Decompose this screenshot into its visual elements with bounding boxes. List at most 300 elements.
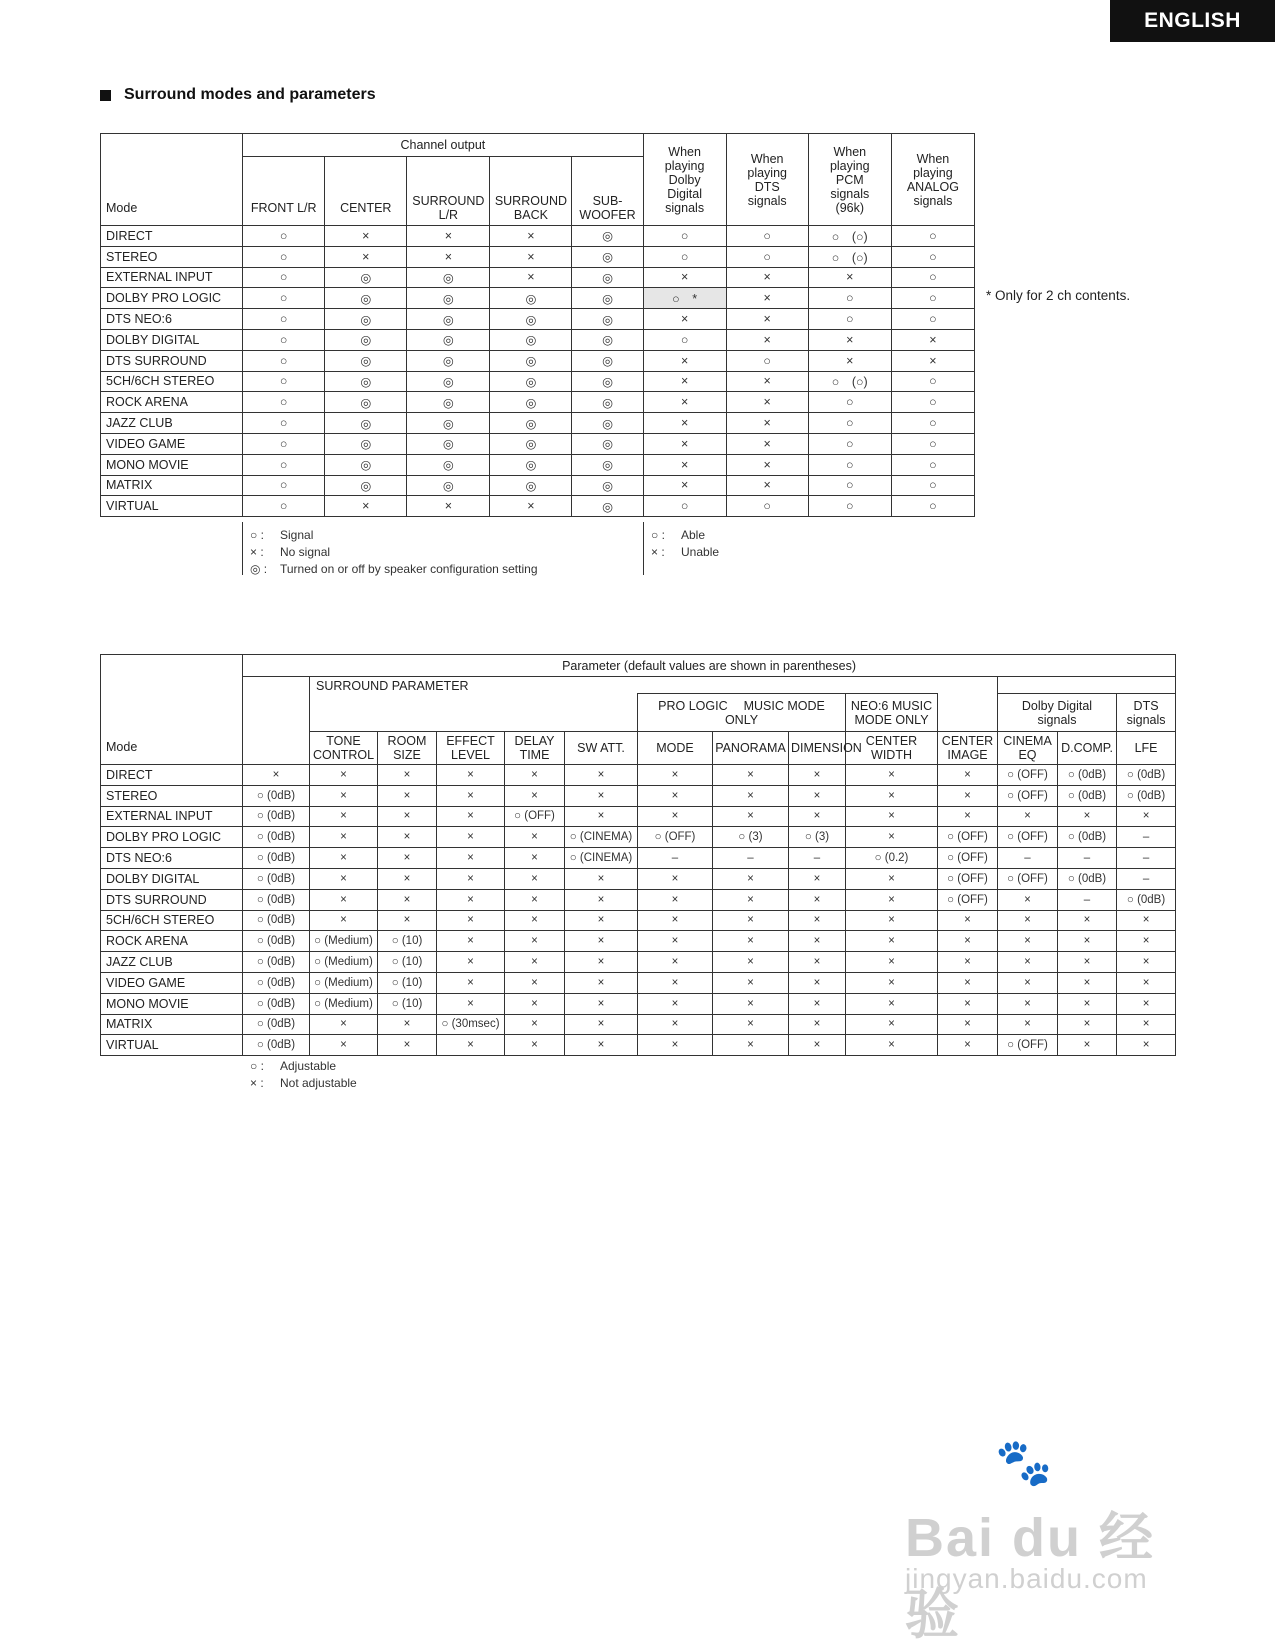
- table-row: [101, 413, 975, 434]
- dolby-digital-signals-header: Dolby Digital signals: [998, 694, 1117, 732]
- param-col-header: CENTER WIDTH: [846, 732, 938, 765]
- value-cell: ○ (OFF): [998, 765, 1058, 786]
- mode-cell: DTS SURROUND: [101, 889, 243, 910]
- value-cell: ×: [565, 889, 638, 910]
- value-cell: ○ (0dB): [243, 806, 310, 827]
- table-row: [101, 848, 1176, 869]
- legend-text: Signal: [280, 528, 314, 542]
- table-row: [101, 496, 975, 517]
- pro-logic-music-header: PRO LOGIC MUSIC MODE ONLY: [638, 694, 846, 732]
- param-col-header: LFE: [1117, 732, 1176, 765]
- value-cell: ◎: [572, 267, 643, 288]
- value-cell: ×: [846, 785, 938, 806]
- value-cell: ◎: [407, 267, 490, 288]
- value-cell: ×: [638, 910, 713, 931]
- value-cell: ×: [638, 765, 713, 786]
- legend-text: Not adjustable: [280, 1076, 357, 1090]
- value-cell: ○: [891, 475, 974, 496]
- mode-cell: MATRIX: [101, 475, 243, 496]
- value-cell: ◎: [325, 392, 407, 413]
- value-cell: ×: [998, 1014, 1058, 1035]
- value-cell: ×: [437, 868, 505, 889]
- value-cell: ○: [243, 433, 325, 454]
- watermark-url: jingyan.baidu.com: [905, 1563, 1148, 1594]
- value-cell: ○ (Medium): [310, 993, 378, 1014]
- value-cell: ×: [437, 889, 505, 910]
- mode-cell: EXTERNAL INPUT: [101, 267, 243, 288]
- value-cell: ×: [789, 952, 846, 973]
- value-cell: ○ (30msec): [437, 1014, 505, 1035]
- value-cell: ×: [1117, 972, 1176, 993]
- value-cell: ×: [846, 889, 938, 910]
- mode-cell: VIRTUAL: [101, 1035, 243, 1056]
- value-cell: ○ (10): [378, 993, 437, 1014]
- value-cell: ×: [643, 350, 726, 371]
- value-cell: ○: [243, 475, 325, 496]
- bullet-square-icon: [100, 90, 111, 101]
- value-cell: ×: [407, 246, 490, 267]
- dts-col-header: When playing DTS signals: [726, 134, 808, 226]
- value-cell: ×: [310, 868, 378, 889]
- value-cell: ×: [789, 765, 846, 786]
- value-cell: ×: [789, 868, 846, 889]
- value-cell: ×: [891, 329, 974, 350]
- value-cell: ×: [437, 972, 505, 993]
- value-cell: ◎: [572, 350, 643, 371]
- table-row: [101, 806, 1176, 827]
- value-cell: –: [998, 848, 1058, 869]
- param-col-header: D.COMP.: [1058, 732, 1117, 765]
- param-col-header: DELAY TIME: [505, 732, 565, 765]
- value-cell: ×: [638, 1014, 713, 1035]
- value-cell: ×: [713, 1014, 789, 1035]
- param-col-header: CINEMA EQ: [998, 732, 1058, 765]
- param-col-header: EFFECT LEVEL: [437, 732, 505, 765]
- value-cell: ○: [243, 329, 325, 350]
- parameter-header: Parameter (default values are shown in parentheses): [243, 655, 1176, 677]
- value-cell: ×: [505, 827, 565, 848]
- center-col-header: CENTER: [325, 157, 407, 226]
- value-cell: ×: [998, 972, 1058, 993]
- mode-cell: ROCK ARENA: [101, 392, 243, 413]
- value-cell: ×: [505, 931, 565, 952]
- value-cell: ○: [891, 496, 974, 517]
- value-cell: ×: [726, 309, 808, 330]
- mode-cell: JAZZ CLUB: [101, 952, 243, 973]
- value-cell: ○: [891, 288, 974, 309]
- legend-item: [250, 561, 538, 578]
- mode-cell: DOLBY DIGITAL: [101, 868, 243, 889]
- table-row: [101, 993, 1176, 1014]
- value-cell: ×: [938, 952, 998, 973]
- value-cell: ○ (0dB): [1117, 889, 1176, 910]
- value-cell: ○ (OFF): [938, 827, 998, 848]
- value-cell: ○: [808, 433, 891, 454]
- value-cell: ×: [505, 848, 565, 869]
- value-cell: ×: [713, 952, 789, 973]
- value-cell: ×: [378, 1035, 437, 1056]
- mode-cell: MONO MOVIE: [101, 993, 243, 1014]
- value-cell: ×: [325, 246, 407, 267]
- table-row: [101, 350, 975, 371]
- value-cell: ○: [243, 246, 325, 267]
- value-cell: ×: [565, 972, 638, 993]
- value-cell: ◎: [572, 433, 643, 454]
- surround-parameter-header: SURROUND PARAMETER: [310, 677, 998, 694]
- value-cell: ○ (OFF): [938, 848, 998, 869]
- value-cell: ○: [243, 309, 325, 330]
- legend-adjustable: [250, 1058, 357, 1092]
- mode-cell: MONO MOVIE: [101, 454, 243, 475]
- value-cell: ×: [713, 931, 789, 952]
- value-cell: ○ (Medium): [310, 972, 378, 993]
- value-cell: ×: [378, 765, 437, 786]
- value-cell: ×: [638, 785, 713, 806]
- value-cell: ×: [938, 993, 998, 1014]
- value-cell: ○ (0dB): [1117, 785, 1176, 806]
- value-cell: ×: [378, 1014, 437, 1035]
- channel-output-header: Channel output: [243, 134, 643, 157]
- value-cell: ×: [565, 1014, 638, 1035]
- value-cell: ○ (0dB): [243, 1014, 310, 1035]
- mode-cell: DTS NEO:6: [101, 309, 243, 330]
- value-cell: ◎: [572, 475, 643, 496]
- value-cell: ×: [789, 889, 846, 910]
- value-cell: ×: [378, 889, 437, 910]
- value-cell: ○: [891, 433, 974, 454]
- value-cell: ×: [505, 785, 565, 806]
- pcm-col-header: When playing PCM signals (96k): [808, 134, 891, 226]
- value-cell: ×: [310, 806, 378, 827]
- mode-cell: STEREO: [101, 246, 243, 267]
- value-cell: ○ (OFF): [998, 868, 1058, 889]
- footnote-2ch: * Only for 2 ch contents.: [986, 288, 1131, 303]
- value-cell: ×: [643, 392, 726, 413]
- legend-item: [250, 1058, 357, 1075]
- value-cell: ×: [378, 848, 437, 869]
- value-cell: ○ (OFF): [938, 889, 998, 910]
- legend-item: [250, 1075, 357, 1092]
- legend-item: [651, 527, 719, 544]
- value-cell: ×: [713, 806, 789, 827]
- value-cell: ◎: [407, 329, 490, 350]
- value-cell: ×: [638, 889, 713, 910]
- value-cell: ◎: [325, 288, 407, 309]
- value-cell: ×: [938, 1014, 998, 1035]
- value-cell: ○ (OFF): [938, 868, 998, 889]
- value-cell: ×: [638, 806, 713, 827]
- legend-item: [250, 527, 538, 544]
- value-cell: ×: [437, 1035, 505, 1056]
- value-cell: ○ (0.2): [846, 848, 938, 869]
- value-cell: ×: [437, 910, 505, 931]
- value-cell: –: [713, 848, 789, 869]
- value-cell: ○ (○): [808, 246, 891, 267]
- value-cell: ×: [638, 993, 713, 1014]
- value-cell: ×: [638, 868, 713, 889]
- mode-cell: 5CH/6CH STEREO: [101, 371, 243, 392]
- value-cell: ○: [243, 350, 325, 371]
- value-cell: ×: [310, 910, 378, 931]
- value-cell: ×: [846, 972, 938, 993]
- value-cell: ◎: [407, 475, 490, 496]
- value-cell: ×: [726, 371, 808, 392]
- table-row: [101, 931, 1176, 952]
- value-cell: ×: [713, 972, 789, 993]
- value-cell: ×: [846, 952, 938, 973]
- value-cell: ◎: [572, 246, 643, 267]
- watermark-logo: [905, 1435, 1205, 1645]
- value-cell: ○ (OFF): [638, 827, 713, 848]
- value-cell: ○ (○): [808, 226, 891, 247]
- value-cell: ○ (OFF): [998, 785, 1058, 806]
- value-cell: ◎: [490, 433, 572, 454]
- value-cell: ◎: [325, 371, 407, 392]
- value-cell: ○: [243, 496, 325, 517]
- value-cell: ×: [726, 433, 808, 454]
- table-row: [101, 889, 1176, 910]
- value-cell: ×: [808, 267, 891, 288]
- value-cell: ×: [1058, 910, 1117, 931]
- value-cell: ◎: [572, 454, 643, 475]
- value-cell: ×: [1058, 806, 1117, 827]
- value-cell: ×: [565, 952, 638, 973]
- value-cell: ○ (3): [713, 827, 789, 848]
- value-cell: ×: [638, 931, 713, 952]
- value-cell: ×: [998, 910, 1058, 931]
- value-cell: ×: [378, 910, 437, 931]
- legend-text: Unable: [681, 545, 720, 559]
- value-cell: ○: [891, 371, 974, 392]
- param-col-header: DIMENSION: [789, 732, 846, 765]
- table-row: [101, 433, 975, 454]
- table-row: [101, 454, 975, 475]
- mode-cell: EXTERNAL INPUT: [101, 806, 243, 827]
- value-cell: ◎: [490, 309, 572, 330]
- value-cell: ○: [891, 454, 974, 475]
- legend-text: Turned on or off by speaker configuration setting: [280, 562, 538, 576]
- value-cell: ○: [243, 371, 325, 392]
- value-cell: ◎: [407, 413, 490, 434]
- value-cell: ×: [437, 952, 505, 973]
- value-cell: ◎: [572, 288, 643, 309]
- value-cell: ×: [938, 806, 998, 827]
- table-row: [101, 475, 975, 496]
- value-cell: –: [1117, 827, 1176, 848]
- value-cell: ×: [565, 993, 638, 1014]
- value-cell: ◎: [490, 371, 572, 392]
- value-cell: –: [789, 848, 846, 869]
- value-cell: ×: [789, 993, 846, 1014]
- value-cell: ×: [713, 868, 789, 889]
- legend-key: × :: [651, 545, 665, 559]
- value-cell: ◎: [407, 433, 490, 454]
- value-cell: ×: [437, 827, 505, 848]
- section-title: [100, 86, 376, 104]
- value-cell: ○: [643, 226, 726, 247]
- value-cell: ×: [505, 889, 565, 910]
- value-cell: ◎: [572, 496, 643, 517]
- value-cell: ○ (0dB): [1117, 765, 1176, 786]
- value-cell: ◎: [325, 413, 407, 434]
- mode-cell: ROCK ARENA: [101, 931, 243, 952]
- value-cell: –: [1117, 868, 1176, 889]
- value-cell: ×: [846, 765, 938, 786]
- value-cell: ×: [726, 329, 808, 350]
- value-cell: ○: [243, 288, 325, 309]
- table-row: [101, 371, 975, 392]
- value-cell: ×: [938, 910, 998, 931]
- value-cell: ×: [726, 267, 808, 288]
- value-cell: ×: [1117, 1014, 1176, 1035]
- value-cell: ○: [243, 392, 325, 413]
- value-cell: ×: [437, 765, 505, 786]
- table-row: [101, 972, 1176, 993]
- value-cell: ○ (0dB): [243, 993, 310, 1014]
- value-cell: ○: [808, 475, 891, 496]
- value-cell: ×: [726, 392, 808, 413]
- value-cell: ○ (0dB): [1058, 868, 1117, 889]
- dts-signals-header: DTS signals: [1117, 694, 1176, 732]
- value-cell: ○: [243, 267, 325, 288]
- value-cell: ×: [846, 806, 938, 827]
- value-cell: ○ (0dB): [243, 1035, 310, 1056]
- value-cell: ×: [243, 765, 310, 786]
- section-title-text: Surround modes and parameters: [124, 86, 376, 103]
- value-cell: ○: [726, 496, 808, 517]
- value-cell: ×: [490, 496, 572, 517]
- value-cell: ○ (CINEMA): [565, 827, 638, 848]
- value-cell: ×: [789, 806, 846, 827]
- value-cell: ○ (0dB): [1058, 765, 1117, 786]
- value-cell: –: [1117, 848, 1176, 869]
- value-cell: ×: [891, 350, 974, 371]
- legend-item: [651, 544, 719, 561]
- value-cell: ×: [310, 1035, 378, 1056]
- subwoofer-col-header: SUB- WOOFER: [572, 157, 643, 226]
- value-cell: ×: [437, 785, 505, 806]
- value-cell: ○: [891, 413, 974, 434]
- value-cell: ×: [713, 910, 789, 931]
- param-col-header: PANORAMA: [713, 732, 789, 765]
- value-cell: ○ (3): [789, 827, 846, 848]
- value-cell: ◎: [407, 371, 490, 392]
- value-cell: ◎: [407, 454, 490, 475]
- value-cell: ◎: [325, 329, 407, 350]
- mode-cell: VIDEO GAME: [101, 972, 243, 993]
- value-cell: ○: [726, 350, 808, 371]
- legend-text: Able: [681, 528, 706, 542]
- value-cell: ×: [565, 931, 638, 952]
- legend-text: Adjustable: [280, 1059, 337, 1073]
- value-cell: ×: [505, 910, 565, 931]
- value-cell: ○: [808, 454, 891, 475]
- value-cell: ×: [1058, 1035, 1117, 1056]
- value-cell: ○: [808, 309, 891, 330]
- value-cell: ×: [325, 496, 407, 517]
- value-cell: ×: [726, 288, 808, 309]
- value-cell: ×: [938, 1035, 998, 1056]
- value-cell: ×: [998, 806, 1058, 827]
- value-cell: ×: [846, 827, 938, 848]
- value-cell: ◎: [490, 329, 572, 350]
- mode-cell: DOLBY DIGITAL: [101, 329, 243, 350]
- value-cell: ×: [713, 765, 789, 786]
- value-cell: ×: [505, 952, 565, 973]
- legend-key: ◎ :: [250, 562, 268, 576]
- value-cell: ×: [638, 972, 713, 993]
- value-cell: ×: [789, 1035, 846, 1056]
- analog-col-header: When playing ANALOG signals: [891, 134, 974, 226]
- value-cell: ×: [565, 1035, 638, 1056]
- value-cell: ×: [490, 226, 572, 247]
- value-cell: ◎: [325, 350, 407, 371]
- value-cell: ×: [1117, 993, 1176, 1014]
- value-cell: ×: [378, 806, 437, 827]
- value-cell: ×: [808, 329, 891, 350]
- value-cell: ○: [891, 392, 974, 413]
- value-cell: ◎: [407, 350, 490, 371]
- value-cell: ×: [846, 993, 938, 1014]
- value-cell: ×: [1117, 806, 1176, 827]
- value-cell: ×: [846, 910, 938, 931]
- value-cell: ×: [505, 993, 565, 1014]
- value-cell: ×: [713, 1035, 789, 1056]
- value-cell: ○ (0dB): [1058, 827, 1117, 848]
- table-row: [101, 868, 1176, 889]
- value-cell: ×: [565, 910, 638, 931]
- value-cell: ×: [726, 413, 808, 434]
- value-cell: ○: [643, 246, 726, 267]
- channel-output-table: [100, 133, 975, 517]
- value-cell: ×: [938, 785, 998, 806]
- table-row: [101, 827, 1176, 848]
- value-cell: –: [638, 848, 713, 869]
- value-cell: ×: [846, 1035, 938, 1056]
- value-cell: ×: [490, 267, 572, 288]
- value-cell: ×: [310, 848, 378, 869]
- value-cell: ○ (10): [378, 972, 437, 993]
- value-cell: ×: [437, 931, 505, 952]
- value-cell: ◎: [325, 454, 407, 475]
- value-cell: ×: [638, 952, 713, 973]
- value-cell: ◎: [490, 413, 572, 434]
- tone-spacer: [243, 677, 310, 765]
- value-cell: ×: [310, 785, 378, 806]
- value-cell: –: [1058, 889, 1117, 910]
- value-cell: ○: [808, 496, 891, 517]
- value-cell: ×: [437, 993, 505, 1014]
- value-cell: ×: [1058, 972, 1117, 993]
- value-cell: ○: [891, 246, 974, 267]
- value-cell: ×: [378, 827, 437, 848]
- value-cell: ◎: [572, 413, 643, 434]
- value-cell: ○ (○): [808, 371, 891, 392]
- value-cell: ○ (OFF): [505, 806, 565, 827]
- value-cell: ○: [808, 392, 891, 413]
- dolby-digital-col-header: When playing Dolby Digital signals: [643, 134, 726, 226]
- cinema-spacer: [938, 694, 998, 732]
- value-cell: ◎: [490, 350, 572, 371]
- value-cell: ○ (CINEMA): [565, 848, 638, 869]
- value-cell: ○ (0dB): [243, 785, 310, 806]
- param-col-header: MODE: [638, 732, 713, 765]
- mode-header: Mode: [101, 134, 243, 226]
- value-cell: ×: [565, 765, 638, 786]
- surround-parameter-spacer: [310, 694, 638, 732]
- value-cell: ×: [505, 1014, 565, 1035]
- value-cell: ×: [789, 785, 846, 806]
